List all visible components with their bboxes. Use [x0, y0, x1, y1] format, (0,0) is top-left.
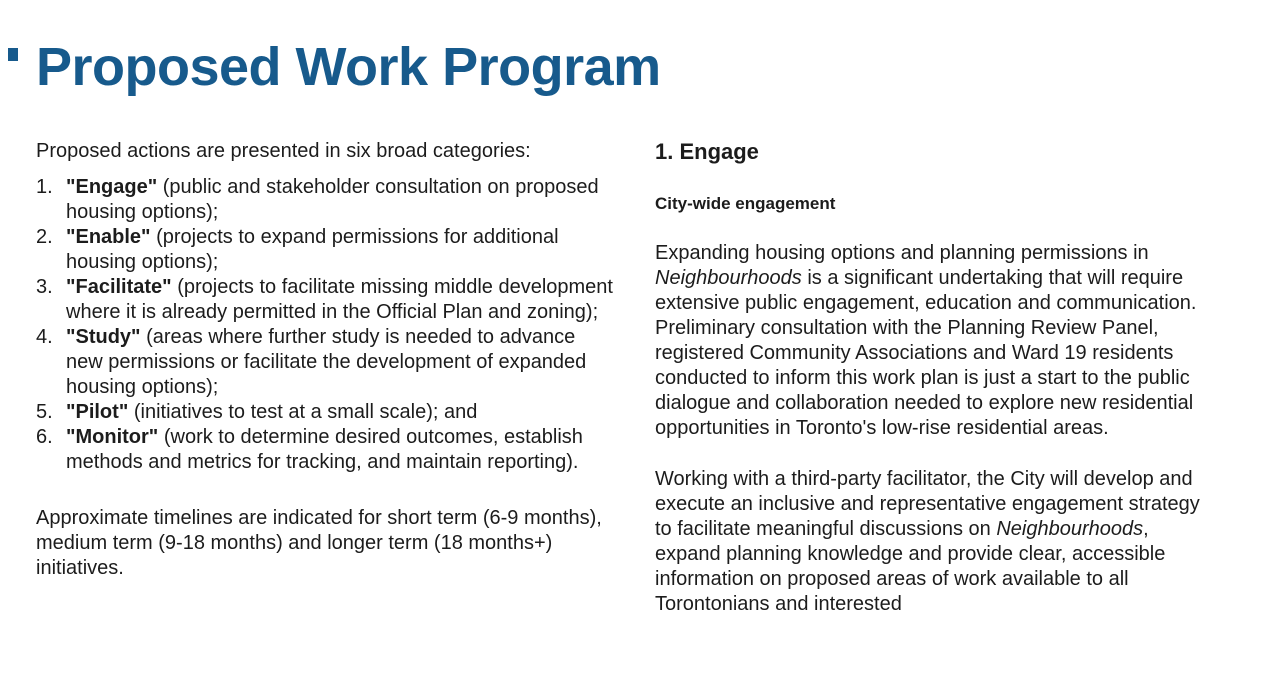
category-number: 3. — [36, 276, 53, 298]
timelines-note: Approximate timelines are indicated for short term (6-9 months), medium term (9-18 months) and longer term (18 months+) initiatives. — [36, 507, 602, 579]
category-description: (initiatives to test at a small scale); and — [128, 401, 478, 423]
category-text — [66, 400, 477, 425]
category-number: 4. — [36, 326, 53, 348]
text-run: , expand planning knowledge and provide clear, accessible information on proposed areas of work available to all Torontonians and interested — [655, 518, 1166, 615]
right-column — [655, 139, 1207, 617]
category-term: "Enable" — [66, 226, 151, 248]
category-description: (projects to facilitate missing middle development where it is already permitted in the Official Plan and zoning); — [66, 276, 613, 323]
two-column-layout — [36, 139, 1280, 617]
italic-term: Neighbourhoods — [655, 267, 802, 289]
intro-text: Proposed actions are presented in six broad categories: — [36, 140, 531, 162]
italic-term: Neighbourhoods — [996, 518, 1144, 540]
text-run: is a significant undertaking that will require extensive public engagement, education and communication. Preliminary consultation with the Planning Review Panel, registered Community Associations and Ward 19 residents conducted to inform this work plan is just a start to the public dialogue and collaboration needed to explore new residential opportunities in Toronto's low-rise residential areas. — [655, 267, 1197, 439]
category-term: "Study" — [66, 326, 141, 348]
body-paragraph — [655, 467, 1207, 617]
category-list — [36, 175, 614, 475]
text-run: Expanding housing options and planning permissions in — [655, 242, 1149, 264]
corner-marker — [8, 48, 18, 61]
category-term: "Engage" — [66, 176, 158, 198]
category-text — [66, 175, 614, 225]
category-term: "Facilitate" — [66, 276, 172, 298]
text-run: Working with a third-party facilitator, the City will develop and execute an inclusive and representative engagement strategy to facilitate meaningful discussions on — [655, 468, 1200, 540]
category-item — [36, 400, 614, 425]
category-item — [36, 425, 614, 475]
category-item — [36, 175, 614, 225]
category-description: (projects to expand permissions for additional housing options); — [66, 226, 559, 273]
category-term: "Pilot" — [66, 401, 129, 423]
category-item — [36, 325, 614, 400]
section-heading: 1. Engage — [655, 139, 759, 164]
category-text — [66, 275, 614, 325]
category-number: 1. — [36, 176, 53, 198]
section-body — [655, 241, 1207, 617]
subsection-heading: City-wide engagement — [655, 194, 836, 213]
body-paragraph — [655, 241, 1207, 441]
category-description: (public and stakeholder consultation on proposed housing options); — [66, 176, 599, 223]
left-column — [36, 139, 614, 581]
category-description: (areas where further study is needed to advance new permissions or facilitate the development of expanded housing options); — [66, 326, 587, 398]
category-number: 5. — [36, 401, 53, 423]
category-text — [66, 425, 614, 475]
category-description: (work to determine desired outcomes, establish methods and metrics for tracking, and maintain reporting). — [66, 426, 583, 473]
document-page — [0, 37, 1280, 617]
category-number: 6. — [36, 426, 53, 448]
category-item — [36, 225, 614, 275]
category-term: "Monitor" — [66, 426, 159, 448]
category-text — [66, 325, 614, 400]
page-title: Proposed Work Program — [36, 37, 661, 97]
category-text — [66, 225, 614, 275]
category-number: 2. — [36, 226, 53, 248]
category-item — [36, 275, 614, 325]
